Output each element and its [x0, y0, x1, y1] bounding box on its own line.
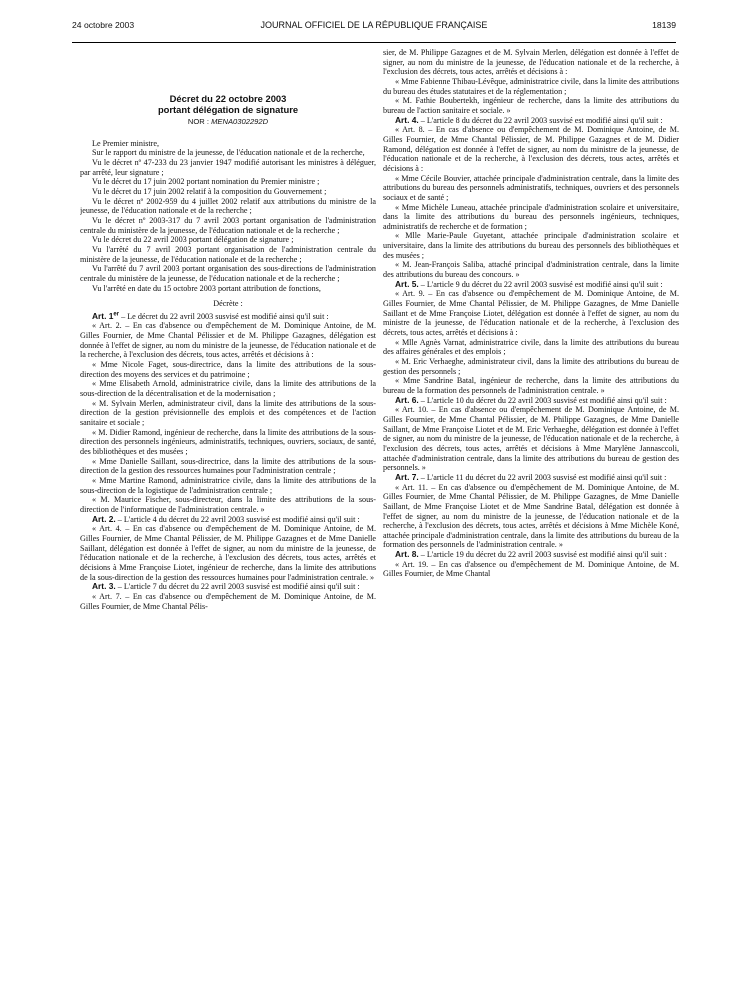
article-body: « Art. 8. – En cas d'absence ou d'empêchement de M. Dominique Antoine, de M. Gilles Fournier, de Mme Chantal Pélissier, de M. Philippe Gazagnes et de M. Didier Ramond, délégation est donnée à l'effet de signer, au nom du ministre de la jeunesse, de l'éducation nationale et de la recherche, à l'exclusion des décrets, tous actes, arrêtés et décisions à : — [383, 125, 679, 173]
nor-label: NOR : — [187, 117, 212, 126]
header-journal-title: JOURNAL OFFICIEL DE LA RÉPUBLIQUE FRANÇAISE — [260, 20, 488, 30]
article-body: « M. Fathie Boubertekh, ingénieur de recherche, dans la limite des attributions du bureau de l'action sanitaire et sociale. » — [383, 96, 679, 115]
article-label: Art. 7. — [395, 471, 419, 482]
article-body: « Mme Martine Ramond, administratrice civile, dans la limite des attributions de la sous-direction de la logistique de l'administration centrale ; — [80, 475, 376, 495]
article-text: – L'article 7 du décret du 22 avril 2003 susvisé est modifié ainsi qu'il suit : — [115, 582, 360, 592]
decree-title-line2: portant délégation de signature — [157, 103, 299, 115]
article-body: « Art. 4. – En cas d'absence ou d'empêchement de M. Dominique Antoine, de M. Gilles Fournier, de Mme Chantal Pélissier, de M. Philippe Gazagnes et de Mme Danielle Saillant, délégation est donnée à l'effet de signer, au nom du ministre de la jeunesse, de l'éducation nationale et de la recherche, à l'exclusion des décrets, tous actes, arrêtés et décisions à Mme Françoise Liotet, ingénieur de recherche, dans la limite des attributions de la sous-direction de la gestion des ressources humaines pour l'administration centrale. » — [80, 524, 376, 582]
article-text: – L'article 4 du décret du 22 avril 2003 susvisé est modifié ainsi qu'il suit : — [115, 514, 360, 524]
article-7 — [383, 473, 679, 483]
visa-paragraph: Vu le décret du 22 avril 2003 portant délégation de signature ; — [92, 235, 294, 245]
decree-title-line1: Décret du 22 octobre 2003 — [169, 94, 287, 104]
article-label: Art. 2. — [92, 513, 116, 524]
article-body: « Art. 11. – En cas d'absence ou d'empêchement de M. Dominique Antoine, de M. Gilles Fournier, de Mme Chantal Pélissier, de M. Philippe Gazagnes, de Mme Danielle Saillant, de Mme Françoise Liotet et de Mme Sandrine Batal, délégation est donnée à l'effet de signer, au nom du ministre de la jeunesse, de l'éducation nationale et de la recherche, à l'exclusion des décrets, tous actes, arrêtés et décisions à Mme Michèle Koné, attachée principale d'administration centrale, dans la limite des attributions du bureau de la formation des personnels de l'administration centrale. » — [383, 482, 679, 550]
visa-paragraph: Vu le décret nº 47-233 du 23 janvier 1947 modifié autorisant les ministres à déléguer, par arrêté, leur signature ; — [80, 157, 376, 177]
article-body: « Art. 10. – En cas d'absence ou d'empêchement de M. Dominique Antoine, de M. Gilles Fournier, de Mme Chantal Pélissier, de M. Philippe Gazagnes, de Mme Danielle Saillant, de Mme Françoise Liotet et de M. Eric Verhaeghe, délégation est donnée à l'effet de signer, au nom du ministre de la jeunesse, de l'éducation nationale et de la recherche, à l'exclusion des décrets, tous actes, arrêtés et décisions à Mme Marylène Jannasccoli, attachée d'administration centrale, dans la limite des attributions du bureau de gestion des personnels. » — [383, 405, 679, 473]
article-body: « M. Jean-François Saliba, attaché principal d'administration centrale, dans la limite des attributions du bureau des concours. » — [383, 260, 679, 280]
page-header — [72, 20, 676, 43]
decree-title — [80, 94, 376, 115]
right-column — [383, 48, 679, 978]
header-date: 24 octobre 2003 — [72, 20, 135, 30]
article-body: « Mlle Agnès Varnat, administratrice civile, dans la limite des attributions du bureau des affaires générales et des emplois ; — [383, 337, 679, 357]
article-text: – L'article 9 du décret du 22 avril 2003 susvisé est modifié ainsi qu'il suit : — [418, 279, 663, 289]
article-body: « Mme Cécile Bouvier, attachée principale d'administration centrale, dans la limite des attributions du bureau des personnels administratifs, techniques, ouvriers et des personnels sociaux et de santé ; — [383, 173, 679, 202]
article-5 — [383, 280, 679, 290]
article-1 — [80, 312, 376, 322]
article-body: « Mme Fabienne Thibau-Lévêque, administratrice civile, dans la limite des attributions du bureau des études statutaires et de la réglementation ; — [383, 76, 679, 96]
article-body: « Mlle Marie-Paule Guyetant, attachée principale d'administration scolaire et universitaire, dans la limite des attributions du bureau des personnels des bibliothèques et des musées ; — [383, 231, 679, 260]
article-body: « Mme Danielle Saillant, sous-directrice, dans la limite des attributions de la sous-direction de la gestion des ressources humaines pour l'administration centrale ; — [80, 456, 376, 476]
article-body: « Mme Elisabeth Arnold, administratrice civile, dans la limite des attributions de la sous-direction de la décentralisation et de la modernisation ; — [80, 379, 376, 399]
article-body: « Mme Nicole Faget, sous-directrice, dans la limite des attributions de la sous-direction des moyens des services et du patrimoine ; — [80, 360, 376, 379]
article-text: – L'article 19 du décret du 22 avril 2003 susvisé est modifié ainsi qu'il suit : — [418, 550, 667, 560]
visa-paragraph: Vu l'arrêté du 7 avril 2003 portant organisation de l'administration centrale du ministère de la jeunesse, de l'éducation nationale et de la recherche ; — [80, 244, 376, 264]
visa-paragraph: Vu le décret du 17 juin 2002 relatif à la composition du Gouvernement ; — [92, 186, 327, 196]
nor-code: MENA0302292D — [211, 117, 269, 126]
visa-paragraph: Le Premier ministre, — [92, 138, 160, 148]
article-3 — [80, 582, 376, 592]
left-column — [80, 94, 376, 978]
visa-paragraph: Vu le décret nº 2003-317 du 7 avril 2003 portant organisation de l'administration centrale du ministère de la jeunesse, de l'éducation nationale et de la recherche ; — [80, 215, 376, 235]
article-label: Art. 4. — [395, 114, 419, 125]
article-body: « Art. 9. – En cas d'absence ou d'empêchement de M. Dominique Antoine, de M. Gilles Fournier, de Mme Chantal Pélissier, de M. Philippe Gazagnes, de Mme Danielle Saillant et de Mme Françoise Liotet, délégation est donnée à l'effet de signer, au nom du ministre de la jeunesse, de l'éducation nationale et de la recherche, à l'exclusion des décrets, tous actes, arrêtés et décisions à : — [383, 289, 679, 338]
visa-paragraph: Vu l'arrêté du 7 avril 2003 portant organisation des sous-directions de l'administration centrale du ministère de la jeunesse, de l'éducation nationale et de la recherche ; — [80, 264, 376, 283]
visa-paragraph: Vu le décret du 17 juin 2002 portant nomination du Premier ministre ; — [92, 177, 320, 187]
article-body: « M. Sylvain Merlen, administrateur civil, dans la limite des attributions de la sous-direction de la gestion prévisionnelle des emplois et des compétences et de l'action sanitaire et sociale ; — [80, 398, 376, 428]
header-page-number: 18139 — [652, 20, 676, 30]
article-2 — [80, 515, 376, 525]
article-label: Art. 6. — [395, 394, 419, 405]
article-body: « Art. 7. – En cas d'absence ou d'empêchement de M. Dominique Antoine, de M. Gilles Fournier, de Mme Chantal Pélis- — [80, 591, 376, 611]
decrete-heading: Décrète : — [213, 299, 243, 309]
article-text: – L'article 10 du décret du 22 avril 2003 susvisé est modifié ainsi qu'il suit : — [418, 395, 667, 405]
article-body: « M. Eric Verhaeghe, administrateur civil, dans la limite des attributions du bureau de gestion des personnels ; — [383, 357, 679, 376]
article-body: « M. Didier Ramond, ingénieur de recherche, dans la limite des attributions de la sous-direction des personnels ingénieurs, administratifs, techniques, ouvriers, sociaux, de santé, des bibliothèques et des musées ; — [80, 427, 376, 456]
article-label: Art. 8. — [395, 549, 419, 560]
article-text: – L'article 8 du décret du 22 avril 2003 susvisé est modifié ainsi qu'il suit : — [418, 115, 663, 125]
nor-reference — [80, 117, 376, 127]
article-body: « Art. 19. – En cas d'absence ou d'empêchement de M. Dominique Antoine, de M. Gilles Fournier, de Mme Chantal — [383, 559, 679, 579]
visa-paragraph: Vu le décret nº 2002-959 du 4 juillet 2002 relatif aux attributions du ministre de la jeunesse, de l'éducation nationale et de la recherche ; — [80, 196, 376, 216]
article-label: Art. 1 — [92, 310, 114, 321]
article-4 — [383, 116, 679, 126]
article-label-sup: er — [113, 311, 120, 318]
article-body: « Art. 2. – En cas d'absence ou d'empêchement de M. Dominique Antoine, de M. Gilles Fournier, de Mme Chantal Pélissier et de M. Philippe Gazagnes, délégation est donnée à l'effet de signer, au nom du ministre de la jeunesse, de l'éducation nationale et de la recherche, à l'exclusion des décrets, tous actes, arrêtés et décisions à : — [80, 321, 376, 360]
article-6 — [383, 396, 679, 406]
visa-paragraph: Sur le rapport du ministre de la jeunesse, de l'éducation nationale et de la recherche, — [92, 148, 365, 158]
continued-paragraph: sier, de M. Philippe Gazagnes et de M. Sylvain Merlen, délégation est donnée à l'effet de signer, au nom du ministre de la jeunesse, de l'éducation nationale et de la recherche, à l'exclusion des décrets, tous actes, arrêtés et décisions à : — [383, 48, 679, 77]
article-text: – L'article 11 du décret du 22 avril 2003 susvisé est modifié ainsi qu'il suit : — [418, 472, 667, 482]
article-body: « M. Maurice Fischer, sous-directeur, dans la limite des attributions de la sous-direction de l'informatique de l'administration centrale. » — [80, 495, 376, 514]
article-8 — [383, 550, 679, 560]
visa-paragraph: Vu l'arrêté en date du 15 octobre 2003 portant attribution de fonctions, — [92, 283, 321, 293]
article-text: – Le décret du 22 avril 2003 susvisé est modifié ainsi qu'il suit : — [119, 311, 329, 321]
article-label: Art. 3. — [92, 581, 116, 592]
article-body: « Mme Sandrine Batal, ingénieur de recherche, dans la limite des attributions du bureau de la formation des personnels de l'administration centrale. » — [383, 376, 679, 395]
article-body: « Mme Michèle Luneau, attachée principale d'administration scolaire et universitaire, dans la limite des attributions du bureau des personnels ingénieurs, techniques, administratifs de recherche et de formation ; — [383, 202, 679, 231]
article-label: Art. 5. — [395, 278, 419, 289]
